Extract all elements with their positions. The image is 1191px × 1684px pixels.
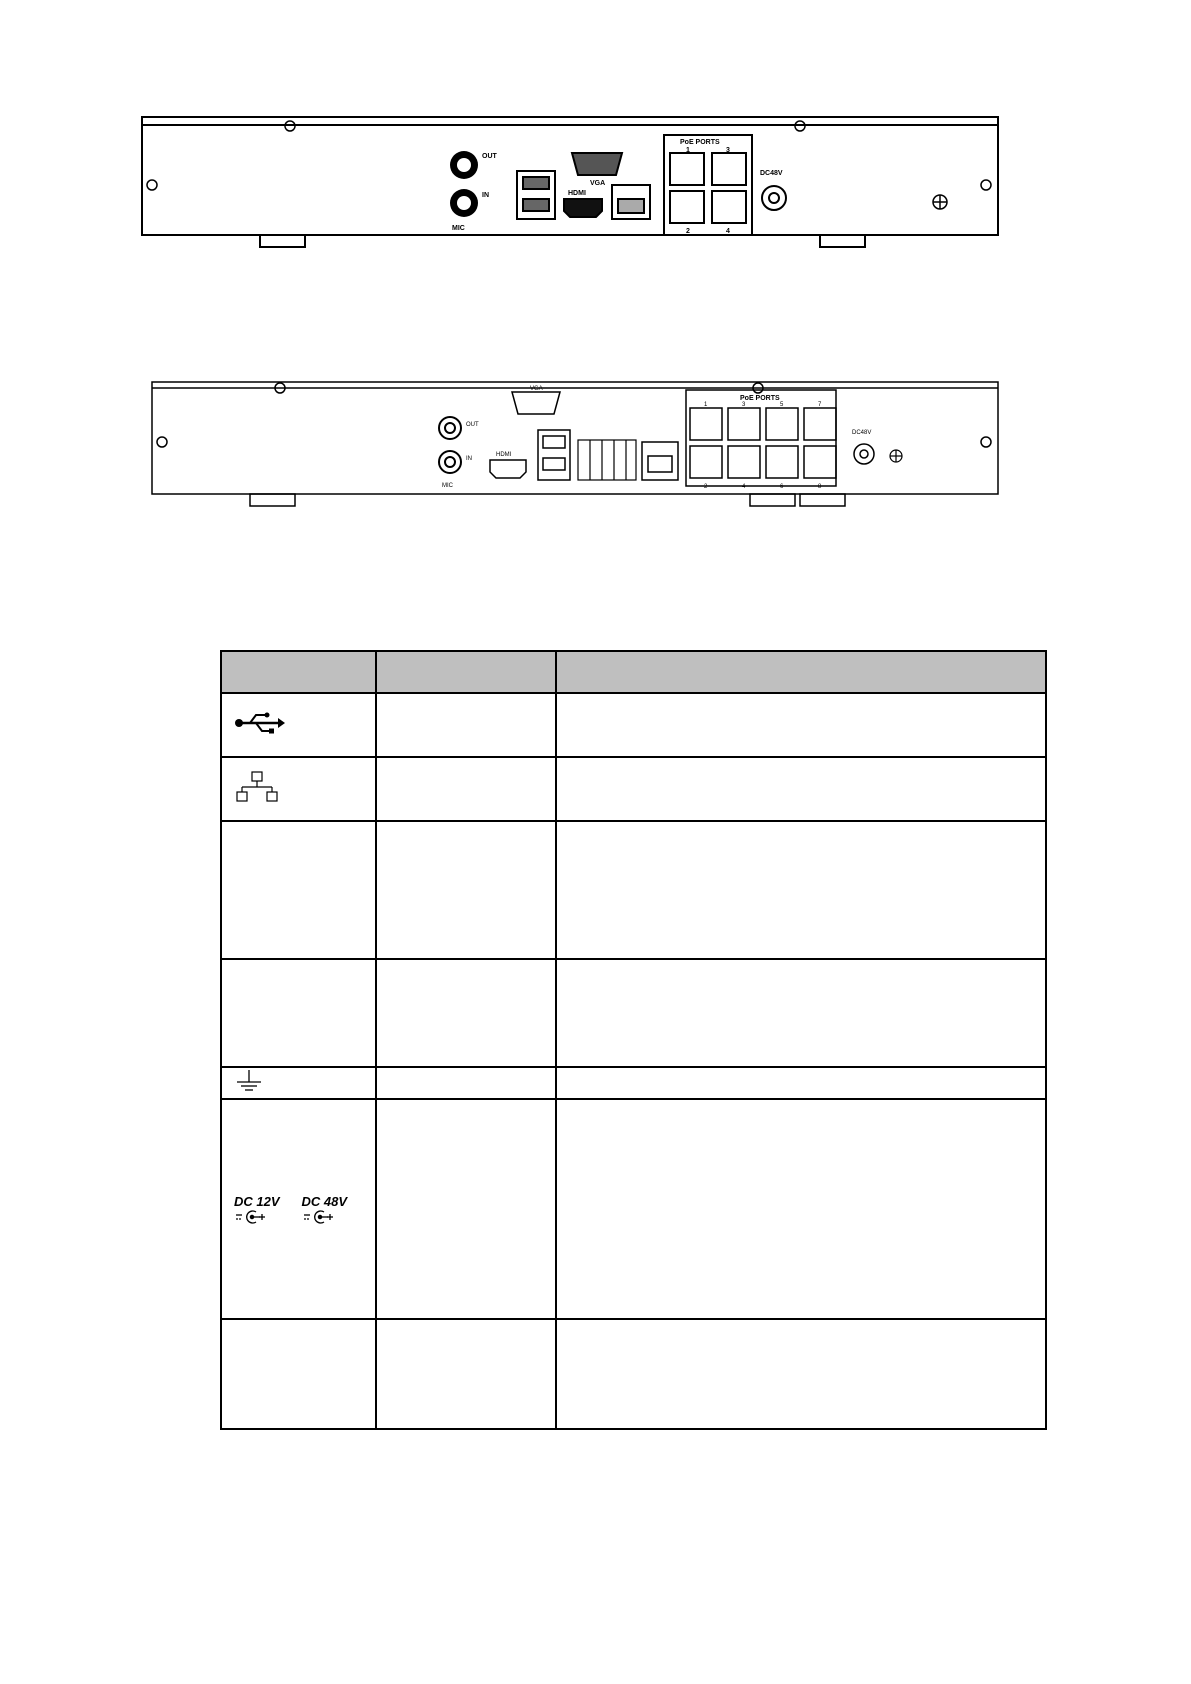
dc-polarity-icon (234, 1209, 268, 1225)
poe-ports-label: PoE PORTS (740, 395, 780, 402)
audio-in-jack (450, 189, 478, 217)
poe-ports-label: PoE PORTS (680, 139, 720, 146)
dc-polarity-icon (302, 1209, 336, 1225)
table-row (221, 821, 1046, 959)
ground-terminal (933, 195, 947, 209)
hdmi-label: HDMI (496, 452, 512, 458)
foot-left (260, 235, 305, 247)
row-description (556, 693, 1046, 757)
audio-in-jack (439, 451, 461, 473)
audio-in-label: IN (466, 456, 472, 462)
row-description (556, 1067, 1046, 1099)
hdmi-port (564, 199, 602, 217)
dc-power-jack (762, 186, 786, 210)
row-description (556, 1099, 1046, 1319)
audio-out-label: OUT (466, 422, 479, 428)
poe-port-1-label: 1 (686, 147, 690, 154)
row-icon-cell (221, 959, 376, 1067)
poe-port-2-label: 2 (686, 228, 690, 235)
table-row (221, 959, 1046, 1067)
vga-label: VGA (530, 386, 543, 392)
network-port (612, 185, 650, 219)
audio-out-jack (439, 417, 461, 439)
row-description (556, 959, 1046, 1067)
row-description (556, 821, 1046, 959)
table-row (221, 1319, 1046, 1429)
row-icon-cell (221, 757, 376, 821)
usb-ports (538, 430, 570, 480)
row-name (376, 1067, 556, 1099)
poe-port-8-label: 8 (818, 484, 822, 490)
rear-panel-4-poe-figure (140, 115, 1000, 270)
vga-port (512, 392, 560, 414)
hdmi-port (490, 460, 526, 478)
poe-port-3-label: 3 (742, 402, 746, 408)
poe-port-2-label: 2 (704, 484, 708, 490)
row-name (376, 757, 556, 821)
ground-icon (234, 1068, 264, 1094)
poe-port-1-label: 1 (704, 402, 708, 408)
table-header-row (221, 651, 1046, 693)
mic-label: MIC (452, 225, 465, 232)
rear-panel-port-table (220, 650, 1047, 1430)
row-name (376, 1319, 556, 1429)
vga-label: VGA (590, 180, 606, 187)
row-icon-cell (221, 693, 376, 757)
row-name (376, 693, 556, 757)
header-description (556, 651, 1046, 693)
table-row (221, 693, 1046, 757)
row-icon-cell (221, 1067, 376, 1099)
poe-port-7-label: 7 (818, 402, 822, 408)
dc-power-label: DC48V (760, 170, 783, 177)
row-name (376, 959, 556, 1067)
foot-right (820, 235, 865, 247)
table-row (221, 1067, 1046, 1099)
poe-port-5-label: 5 (780, 402, 784, 408)
dc-48v-icon (302, 1194, 348, 1225)
vga-port (572, 153, 622, 175)
poe-port-6-label: 6 (780, 484, 784, 490)
dc-48v-label: DC 48V (301, 1193, 348, 1209)
header-name (376, 651, 556, 693)
poe-port-3-label: 3 (726, 147, 730, 154)
row-description (556, 1319, 1046, 1429)
row-name (376, 821, 556, 959)
ground-terminal (890, 450, 902, 462)
row-icon-cell (221, 1099, 376, 1319)
dc-12v-icon (234, 1194, 280, 1225)
table-row (221, 757, 1046, 821)
audio-in-label: IN (482, 192, 489, 199)
header-icon (221, 651, 376, 693)
network-icon (234, 771, 280, 803)
audio-out-label: OUT (482, 153, 497, 160)
dc-power-label: DC48V (852, 430, 872, 436)
poe-port-4-label: 4 (726, 228, 730, 235)
row-description (556, 757, 1046, 821)
mic-label: MIC (442, 483, 453, 489)
audio-out-jack (450, 151, 478, 179)
poe-port-block (686, 390, 836, 486)
alarm-terminal-block (578, 440, 636, 480)
row-icon-cell (221, 1319, 376, 1429)
rear-panel-8-poe-figure (150, 380, 1000, 525)
table-row (221, 1099, 1046, 1319)
network-port (642, 442, 678, 480)
hdmi-label: HDMI (568, 190, 586, 197)
dc-power-jack (854, 444, 874, 464)
row-name (376, 1099, 556, 1319)
poe-port-4-label: 4 (742, 484, 746, 490)
usb-ports (517, 171, 555, 219)
dc-12v-label: DC 12V (234, 1193, 280, 1209)
poe-port-block (664, 135, 752, 235)
dc-power-icons (234, 1194, 363, 1225)
usb-icon (234, 711, 286, 735)
row-icon-cell (221, 821, 376, 959)
chassis-outline (152, 382, 998, 494)
